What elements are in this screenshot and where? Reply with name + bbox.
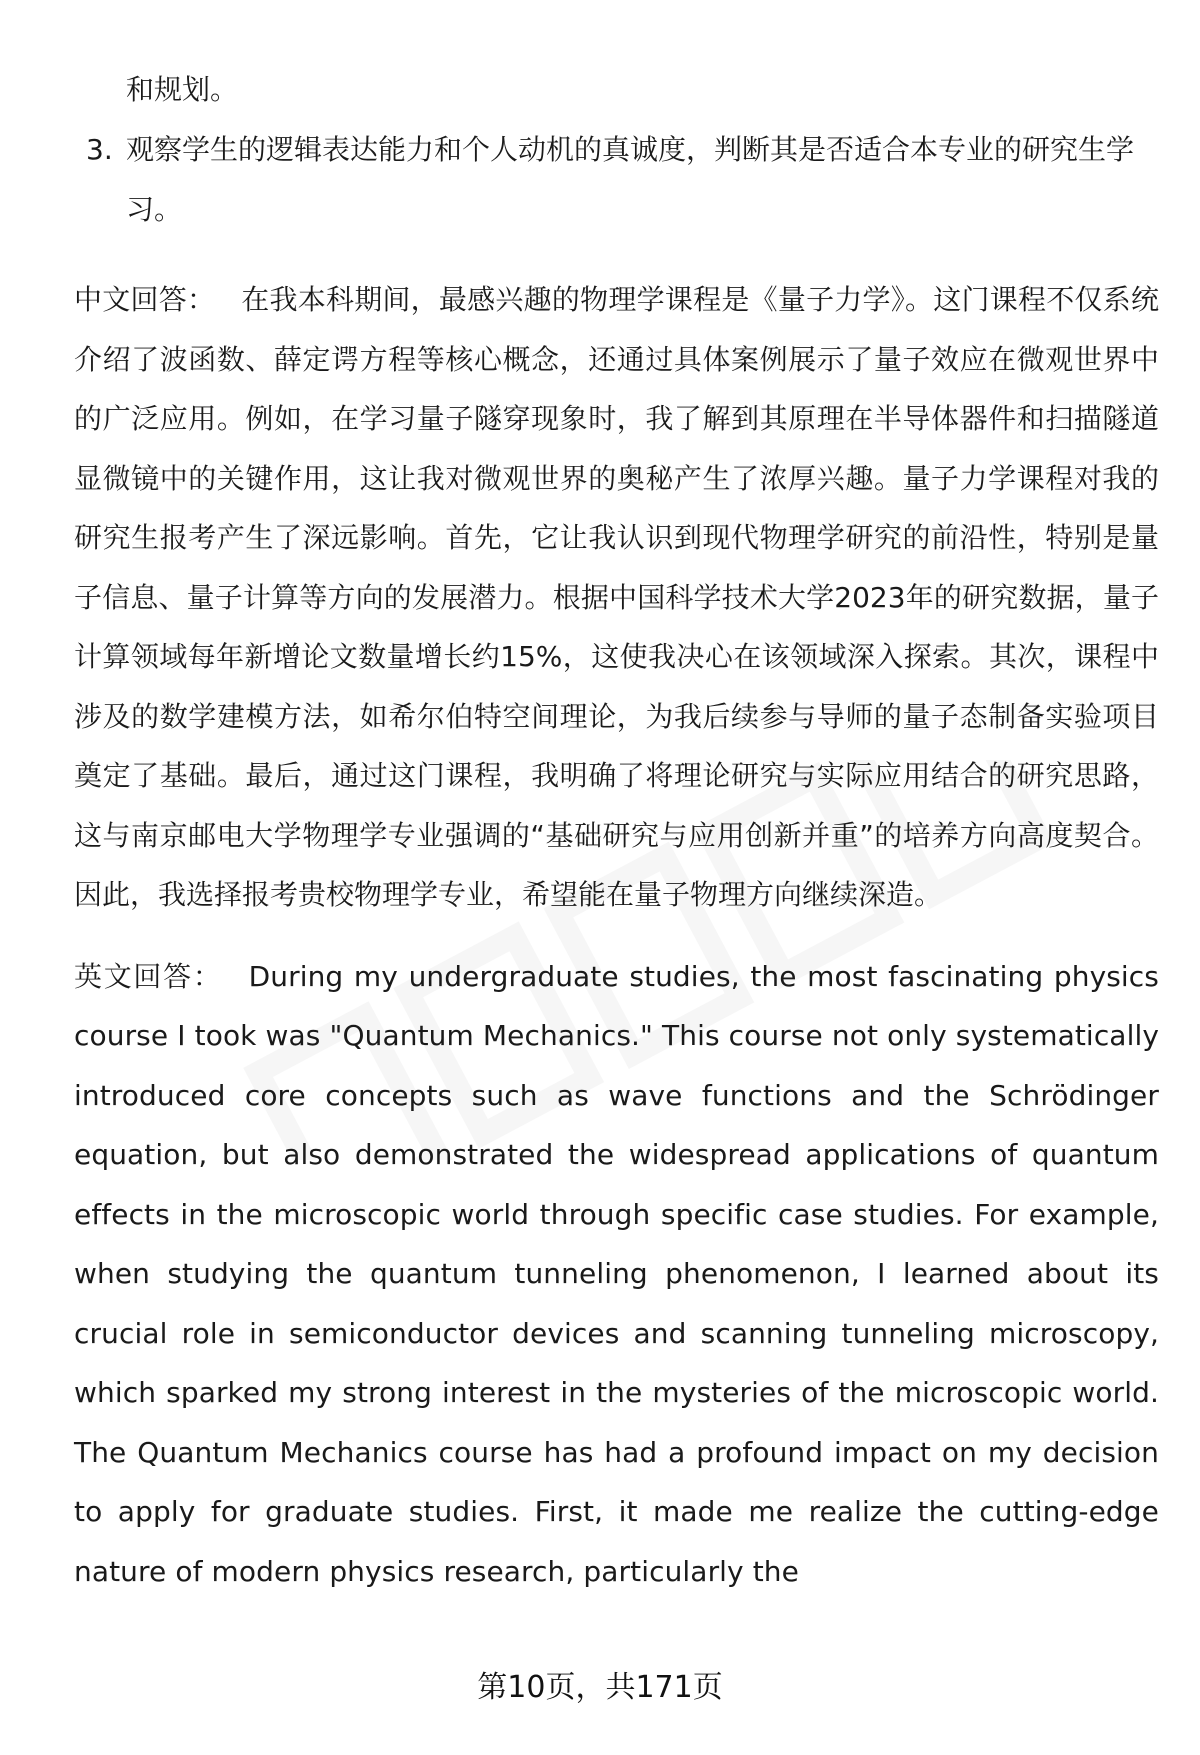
chinese-answer (74, 270, 1159, 925)
list-item-text: 观察学生的逻辑表达能力和个人动机的真诚度，判断其是否适合本专业的研究生学习。 (126, 133, 1135, 226)
english-answer-label: 英文回答： (74, 959, 223, 993)
chinese-answer-label: 中文回答： (74, 283, 216, 316)
document-page (74, 60, 1159, 1601)
page-footer: 第10页，共171页 (477, 1670, 723, 1705)
list-item-number: 3. (86, 133, 113, 166)
chinese-answer-text: 在我本科期间，最感兴趣的物理学课程是《量子力学》。这门课程不仅系统介绍了波函数、薛定谔方程等核心概念，还通过具体案例展示了量子效应在微观世界中的广泛应用。例如，在学习量子隧穿现象时，我了解到其原理在半导体器件和扫描隧道显微镜中的关键作用，这让我对微观世界的奥秘产生了浓厚兴趣。量子力学课程对我的研究生报考产生了深远影响。首先，它让我认识到现代物理学研究的前沿性，特别是量子信息、量子计算等方向的发展潜力。根据中国科学技术大学2023年的研究数据，量子计算领域每年新增论文数量增长约15%，这使我决心在该领域深入探索。其次，课程中涉及的数学建模方法，如希尔伯特空间理论，为我后续参与导师的量子态制备实验项目奠定了基础。最后，通过这门课程，我明确了将理论研究与实际应用结合的研究思路，这与南京邮电大学物理学专业强调的“基础研究与应用创新并重”的培养方向高度契合。因此，我选择报考贵校物理学专业，希望能在量子物理方向继续深造。 (74, 283, 1159, 911)
list-continuation: 和规划。 (126, 73, 239, 106)
english-answer-text: During my undergraduate studies, the most fascinating physics course I took was "Quantum Mechanics." This course not only systematically introduced core concepts such as wave functions and the Schrödinger equation, but also demonstrated the widespread applications of quantum effects in the microscopic world through specific case studies. For example, when studying the quantum tunneling phenomenon, I learned about its crucial role in semiconductor devices and scanning tunneling microscopy, which sparked my strong interest in the mysteries of the microscopic world. The Quantum Mechanics course has had a profound impact on my decision to apply for graduate studies. First, it made me realize the cutting-edge nature of modern physics research, particularly the (74, 959, 1159, 1588)
list-item-3 (74, 120, 1159, 240)
english-answer (74, 947, 1159, 1602)
